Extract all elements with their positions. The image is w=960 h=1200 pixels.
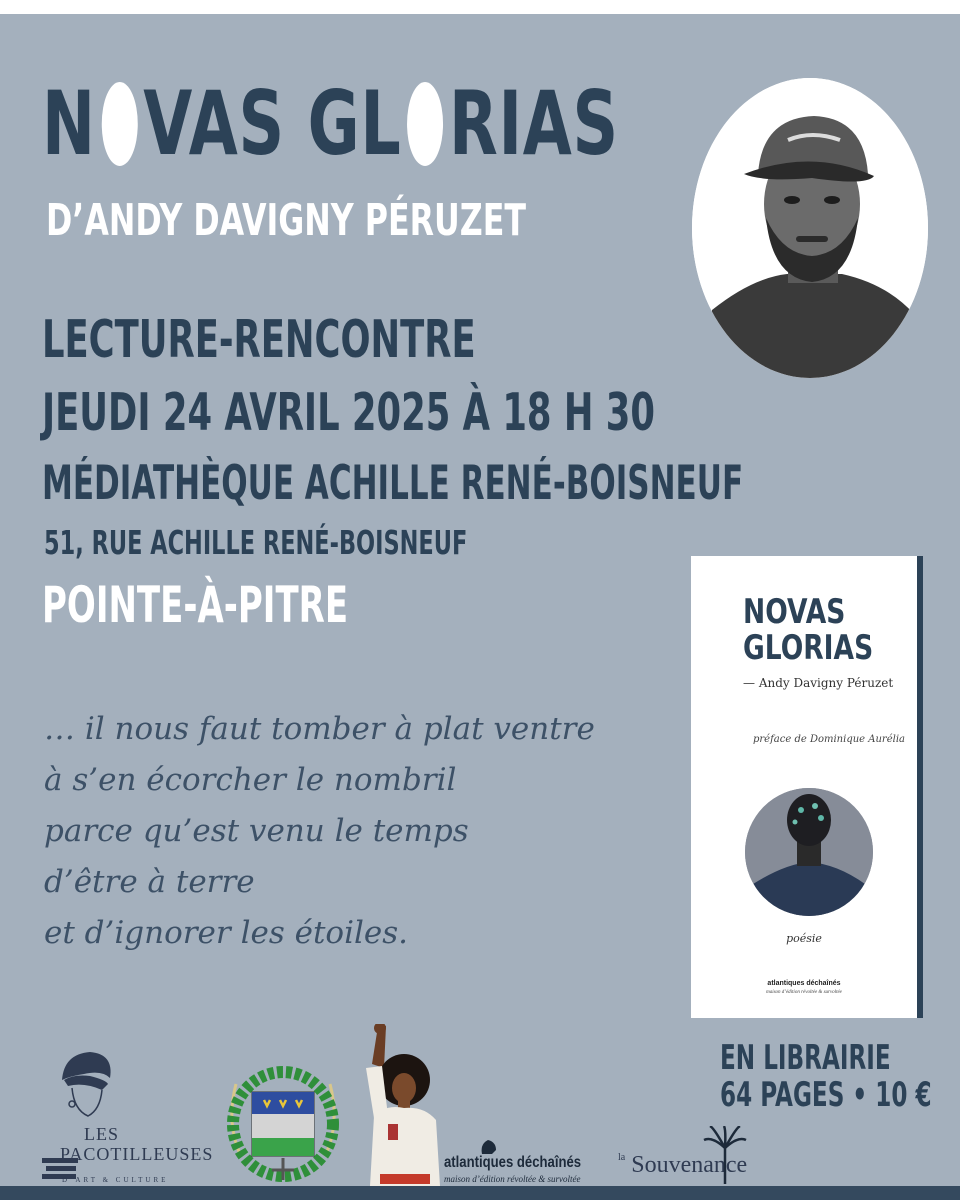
pacotilleuses-logo-text [42, 1124, 213, 1164]
atlantiques-logo-name: atlantiques déchaînés [444, 1154, 582, 1171]
cover-illustration-image [745, 788, 873, 916]
souvenance-logo-article: la [618, 1152, 626, 1163]
poem-quote [44, 704, 595, 959]
raised-fist-woman-illustration [360, 1024, 446, 1186]
quote-line: et d’ignorer les étoiles. [44, 915, 409, 951]
book-preface: préface de Dominique Aurélia [753, 734, 905, 745]
book-genre: poésie [786, 932, 822, 945]
book-author: — Andy Davigny Péruzet [743, 676, 894, 690]
atlantiques-logo [444, 1154, 611, 1184]
quote-line: à s’en écorcher le nombril [44, 762, 457, 798]
event-city: POINTE-À-PITRE [42, 576, 349, 634]
quote-line: … il nous faut tomber à plat ventre [44, 711, 595, 747]
sale-line-availability: EN LIBRAIRIE [720, 1038, 891, 1078]
atlantiques-logo-tagline: maison d’édition révoltée & survoltée [444, 1174, 581, 1184]
pacotilleuses-subtitle: D’ART & CULTURE [62, 1176, 169, 1184]
souvenance-logo-name: Souvenance [631, 1152, 748, 1178]
title-white-o-2 [407, 82, 443, 166]
bottom-bar [0, 1186, 960, 1200]
sale-line-price: 64 PAGES • 10 € [720, 1075, 932, 1115]
book-publisher: atlantiques déchaînés [767, 980, 841, 987]
event-poster [0, 14, 960, 1186]
event-address: 51, RUE ACHILLE RENÉ-BOISNEUF [44, 523, 468, 562]
quote-line: d’être à terre [44, 864, 255, 900]
book-title-line: GLORIAS [743, 628, 874, 668]
pacotilleuses-line1: LES [84, 1124, 120, 1144]
author-portrait [692, 78, 928, 378]
sale-info [720, 1040, 932, 1114]
portrait-photo [692, 78, 928, 378]
woman-headwrap-icon [44, 1050, 124, 1124]
book-cover [691, 556, 917, 1018]
title-white-o [102, 82, 138, 166]
event-venue: MÉDIATHÈQUE ACHILLE RENÉ-BOISNEUF [42, 456, 744, 511]
pacotilleuses-logo-mark [44, 1050, 124, 1128]
title-part3: RIAS [448, 72, 619, 175]
palm-tree-icon [700, 1126, 750, 1186]
title-part2: VAS GL [143, 72, 402, 175]
book-publisher-tagline: maison d’édition révoltée & survoltée [766, 990, 842, 995]
title-part1: N [42, 72, 96, 175]
city-coat-of-arms-icon [222, 1062, 344, 1186]
book-cover-illustration [745, 788, 873, 916]
book-title [743, 594, 873, 666]
event-type: LECTURE-RENCONTRE [42, 310, 476, 370]
book-title-line: NOVAS [743, 592, 846, 632]
quote-line: parce qu’est venu le temps [44, 813, 469, 849]
event-date: JEUDI 24 AVRIL 2025 À 18 H 30 [42, 383, 655, 443]
poster-title [42, 72, 619, 175]
pacotilleuses-line2: PACOTILLEUSES [60, 1144, 214, 1164]
poster-author: D’ANDY DAVIGNY PÉRUZET [46, 195, 526, 246]
